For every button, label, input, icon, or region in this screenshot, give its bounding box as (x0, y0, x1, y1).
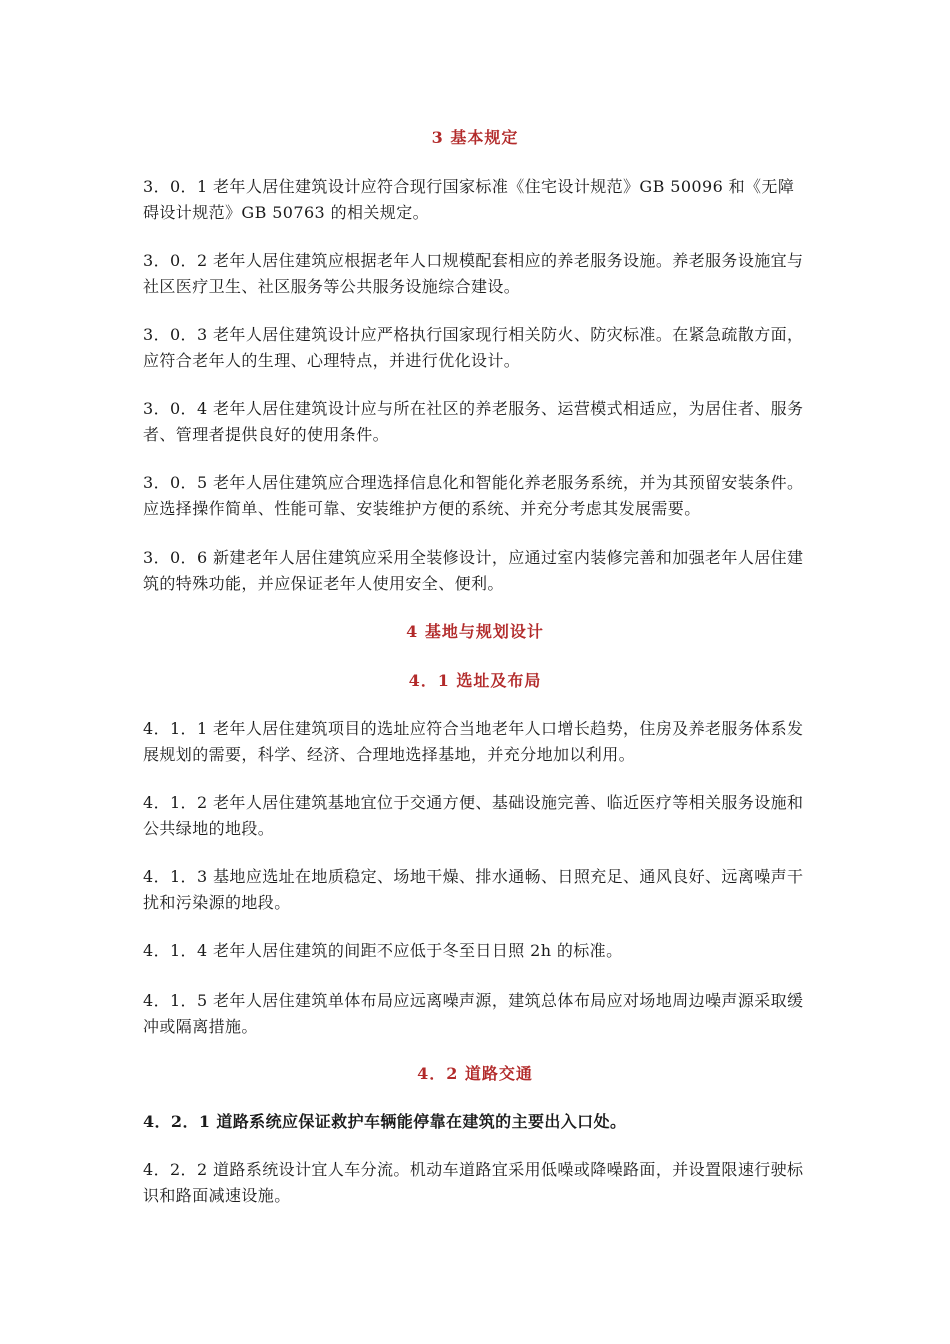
clause-3-0-4: 3．0．4 老年人居住建筑设计应与所在社区的养老服务、运营模式相适应，为居住者、服务者、管理者提供良好的使用条件。 (143, 399, 804, 444)
section-heading-3: 3 基本规定 (431, 128, 519, 147)
subsection-heading-4-1: 4．1 选址及布局 (408, 671, 542, 690)
clause-3-0-5: 3．0．5 老年人居住建筑应合理选择信息化和智能化养老服务系统，并为其预留安装条件。应选择操作简单、性能可靠、安装维护方便的系统、并充分考虑其发展需要。 (143, 473, 804, 518)
clause-4-1-5: 4．1．5 老年人居住建筑单体布局应远离噪声源，建筑总体布局应对场地周边噪声源采取缓冲或隔离措施。 (143, 991, 804, 1036)
clause-4-2-1: 4．2．1 道路系统应保证救护车辆能停靠在建筑的主要出入口处。 (143, 1112, 627, 1131)
clause-4-1-2: 4．1．2 老年人居住建筑基地宜位于交通方便、基础设施完善、临近医疗等相关服务设施和公共绿地的地段。 (143, 793, 804, 838)
subsection-heading-4-2: 4．2 道路交通 (417, 1064, 533, 1083)
clause-3-0-2: 3．0．2 老年人居住建筑应根据老年人口规模配套相应的养老服务设施。养老服务设施宜与社区医疗卫生、社区服务等公共服务设施综合建设。 (143, 251, 804, 296)
clause-4-1-4: 4．1．4 老年人居住建筑的间距不应低于冬至日日照 2h 的标准。 (143, 941, 623, 960)
clause-3-0-6: 3．0．6 新建老年人居住建筑应采用全装修设计，应通过室内装修完善和加强老年人居住建筑的特殊功能，并应保证老年人使用安全、便利。 (143, 548, 804, 593)
clause-3-0-1: 3．0．1 老年人居住建筑设计应符合现行国家标准《住宅设计规范》GB 50096 和《无障碍设计规范》GB 50763 的相关规定。 (143, 177, 795, 222)
clause-4-1-1: 4．1．1 老年人居住建筑项目的选址应符合当地老年人口增长趋势，住房及养老服务体系发展规划的需要，科学、经济、合理地选择基地，并充分地加以利用。 (143, 719, 804, 764)
section-heading-4: 4 基地与规划设计 (406, 622, 544, 641)
clause-3-0-3: 3．0．3 老年人居住建筑设计应严格执行国家现行相关防火、防灾标准。在紧急疏散方面，应符合老年人的生理、心理特点，并进行优化设计。 (143, 325, 804, 370)
clause-4-1-3: 4．1．3 基地应选址在地质稳定、场地干燥、排水通畅、日照充足、通风良好、远离噪声干扰和污染源的地段。 (143, 867, 804, 912)
clause-4-2-2: 4．2．2 道路系统设计宜人车分流。机动车道路宜采用低噪或降噪路面，并设置限速行驶标识和路面减速设施。 (143, 1160, 804, 1205)
